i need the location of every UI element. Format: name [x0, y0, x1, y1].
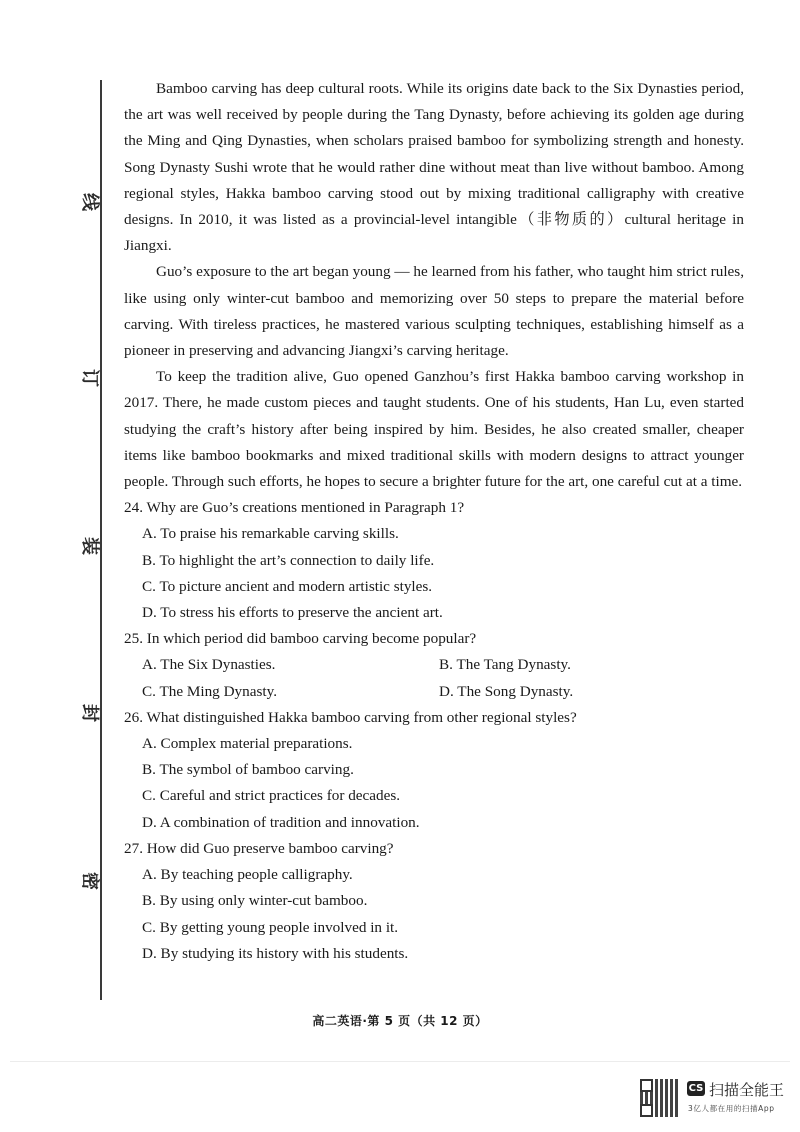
- scanner-watermark: [640, 1079, 790, 1121]
- option-c: C. Careful and strict practices for decades.: [142, 787, 401, 805]
- passage-paragraph-2: Guo’s exposure to the art began young — he learned from his father, who taught him strict rules, like using only winter-cut bamboo and memorizing over 50 steps to prepare the material before carving. With tireless practices, he mastered various sculpting techniques, establishing himself as a pioneer in preserving and advancing Jiangxi’s carving heritage.: [124, 263, 744, 360]
- option-a: A. The Six Dynasties.: [142, 656, 276, 674]
- option-b: B. By using only winter-cut bamboo.: [142, 892, 368, 910]
- question-24: [124, 495, 744, 626]
- scanner-app-name: 扫描全能王: [709, 1081, 785, 1099]
- page-footer: 高二英语·第 5 页（共 12 页）: [312, 1014, 488, 1028]
- option-c: C. By getting young people involved in it.: [142, 918, 399, 936]
- question-stem: 24. Why are Guo’s creations mentioned in Paragraph 1?: [124, 499, 465, 517]
- question-26: [124, 705, 744, 836]
- option-b: B. The Tang Dynasty.: [439, 656, 571, 674]
- question-stem: 27. How did Guo preserve bamboo carving?: [124, 839, 394, 857]
- scan-separator: [10, 1061, 790, 1062]
- option-d: D. A combination of tradition and innovation.: [142, 813, 420, 831]
- margin-label-xian: 线: [79, 193, 100, 211]
- option-a: A. Complex material preparations.: [142, 735, 353, 753]
- option-c: C. To picture ancient and modern artistic styles.: [142, 577, 433, 595]
- margin-label-mi: 密: [79, 872, 100, 890]
- exam-page-content: [124, 76, 744, 967]
- option-a: A. To praise his remarkable carving skills.: [142, 525, 399, 543]
- option-row: [142, 679, 744, 705]
- margin-label-ding: 订: [79, 369, 100, 387]
- passage-paragraph-1: Bamboo carving has deep cultural roots. While its origins date back to the Six Dynasties period, the art was well received by people during the Tang Dynasty, before achieving its golden age during the Ming and Qing Dynasties, when scholars praised bamboo for symbolizing strength and honesty. Song Dynasty Sushi wrote that he would rather dine without meat than live without bamboo. Among regional styles, Hakka bamboo carving stood out by mixing traditional calligraphy with creative designs. In 2010, it was listed as a provincial-level intangible（非物质的）cultural heritage in Jiangxi.: [124, 80, 744, 255]
- option-row: [142, 652, 744, 678]
- option-d: D. The Song Dynasty.: [439, 682, 574, 700]
- binding-line: [100, 80, 102, 1000]
- scanner-tagline: 3亿人都在用的扫描App: [688, 1104, 775, 1113]
- question-25: [124, 626, 744, 705]
- margin-label-feng: 封: [79, 704, 100, 722]
- option-b: B. The symbol of bamboo carving.: [142, 761, 354, 779]
- question-27: [124, 836, 744, 967]
- option-a: A. By teaching people calligraphy.: [142, 866, 353, 884]
- qr-code-icon: [640, 1079, 678, 1117]
- passage-paragraph-3: To keep the tradition alive, Guo opened Ganzhou’s first Hakka bamboo carving workshop in 2017. There, he made custom pieces and taught students. One of his students, Han Lu, even started studying the craft’s history after being inspired by him. Besides, he also created smaller, cheaper items like bamboo bookmarks and mixed traditional skills with modern designs to attract younger people. Through such efforts, he hopes to secure a brighter future for the art, one careful cut at a time.: [124, 368, 744, 491]
- reading-passage: [124, 76, 744, 495]
- option-d: D. To stress his efforts to preserve the ancient art.: [142, 604, 443, 622]
- question-stem: 25. In which period did bamboo carving become popular?: [124, 630, 477, 648]
- margin-label-zhuang: 装: [79, 537, 100, 555]
- option-c: C. The Ming Dynasty.: [142, 682, 277, 700]
- option-b: B. To highlight the art’s connection to daily life.: [142, 551, 435, 569]
- camscanner-logo-icon: CS: [688, 1083, 704, 1094]
- question-stem: 26. What distinguished Hakka bamboo carving from other regional styles?: [124, 708, 577, 726]
- option-d: D. By studying its history with his students.: [142, 944, 409, 962]
